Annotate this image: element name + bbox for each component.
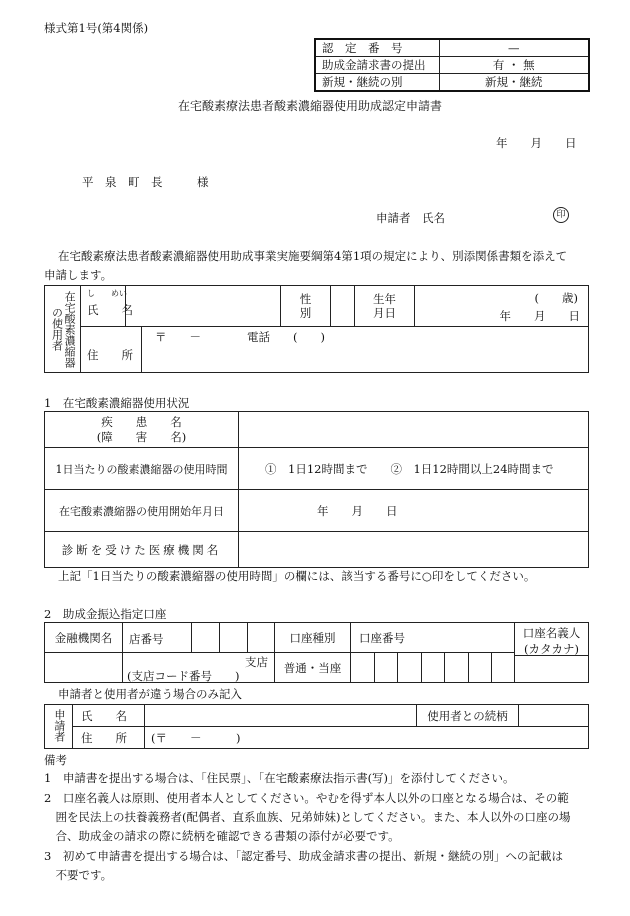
branch-suffix: 支店 (245, 655, 268, 669)
usage-hours-label: 1日当たりの酸素濃縮器の使用時間 (45, 448, 239, 490)
name-ruby: し めい (87, 289, 127, 298)
cert-number-label: 認 定 番 号 (315, 39, 439, 57)
applicant-address-value[interactable]: (〒 － ) (145, 727, 589, 749)
applicant-address-label: 住 所 (73, 727, 145, 749)
account-number-boxes[interactable] (351, 653, 515, 683)
sex-label-text: 性別 (299, 292, 312, 321)
applicant-name-label: 申請者 氏名 (376, 211, 445, 225)
disease-label (45, 412, 239, 448)
birth-label-text: 生年月日 (373, 292, 396, 321)
application-date[interactable]: 年 月 日 (496, 136, 577, 150)
claim-submission-value[interactable]: 有 ・ 無 (439, 57, 589, 74)
note-1: 1 申請書を提出する場合は、「住民票」、「在宅酸素療法指示書(写)」を添付してください。 (44, 771, 515, 785)
intro-text-line2: 申請します。 (44, 268, 113, 282)
address-value: 〒 － 電話 ( ) (155, 330, 325, 345)
account-holder-label: 口座名義人 (522, 626, 581, 640)
branch-name-cell[interactable] (123, 653, 275, 683)
notes-heading: 備考 (44, 753, 67, 767)
relation-label: 使用者との続柄 (417, 705, 519, 727)
intro-text-line1: 在宅酸素療法患者酸素濃縮器使用助成事業実施要綱第4第1項の規定により、別添関係書類を添えて (58, 249, 568, 263)
name-label: 氏 名 (87, 303, 133, 317)
note-2-line3: 合、助成金の請求の際に続柄を確認できる書類の添付が必要です。 (44, 829, 400, 843)
note-3-line1: 3 初めて申請書を提出する場合は、「認定番号、助成金請求書の提出、新規・継続の別」への記載は (44, 849, 564, 863)
document-title: 在宅酸素療法患者酸素濃縮器使用助成認定申請書 (178, 99, 443, 113)
birth-value-cell[interactable] (415, 286, 589, 327)
applicant-side-label: 申請者 (52, 708, 66, 742)
medical-institution-label: 診断を受けた医療機関名 (45, 532, 239, 568)
user-side-label: 在宅酸素濃縮器の使用者 (50, 290, 77, 368)
note-2-line1: 2 口座名義人は原則、使用者本人としてください。やむを得ず本人以外の口座となる場合は、その範 (44, 791, 569, 805)
applicant-name-value[interactable] (145, 705, 417, 727)
age-value: ( 歳) (534, 291, 578, 305)
bank-name-label: 金融機関名 (45, 623, 123, 653)
certification-box (314, 38, 590, 92)
sex-value[interactable] (331, 286, 355, 327)
user-info-table (44, 285, 589, 373)
account-holder-katakana: (カタカナ) (524, 642, 579, 656)
usage-hours-options[interactable]: ① 1日12時間まで ② 1日12時間以上24時間まで (239, 448, 589, 490)
form-number: 様式第1号(第4関係) (44, 21, 149, 35)
seal-mark: 印 (553, 207, 569, 223)
disease-label-line1: 疾 患 名 (101, 414, 182, 429)
sex-label (281, 286, 331, 327)
claim-submission-label: 助成金請求書の提出 (315, 57, 439, 74)
usage-status-table (44, 411, 589, 568)
account-type-value[interactable]: 普通・当座 (275, 653, 351, 683)
addressee: 平 泉 町 長 様 (82, 175, 209, 189)
start-date-label: 在宅酸素濃縮器の使用開始年月日 (45, 490, 239, 532)
relation-value[interactable] (519, 705, 589, 727)
birth-label (355, 286, 415, 327)
section2-heading: 2 助成金振込指定口座 (44, 607, 167, 621)
account-type-label: 口座種別 (275, 623, 351, 653)
cert-number-value: — (439, 39, 589, 57)
applicant-side-label-cell (45, 705, 73, 749)
disease-value[interactable] (239, 412, 589, 448)
branch-number-cell[interactable] (123, 623, 275, 653)
user-name-cell[interactable] (81, 286, 281, 327)
medical-institution-value[interactable] (239, 532, 589, 568)
address-label: 住 所 (87, 348, 133, 363)
branch-number-label: 店番号 (129, 632, 164, 646)
start-date-value[interactable]: 年 月 日 (239, 490, 589, 532)
user-side-label-cell (45, 286, 81, 373)
section3-heading: 申請者と使用者が違う場合のみ記入 (58, 687, 242, 701)
section1-heading: 1 在宅酸素濃縮器使用状況 (44, 396, 190, 410)
note-2-line2: 囲を民法上の扶養義務者(配偶者、直系血族、兄弟姉妹)としてください。また、本人以外の口座の場 (44, 810, 571, 824)
account-holder-cell[interactable] (515, 623, 589, 683)
new-renewal-label: 新規・継続の別 (315, 74, 439, 92)
usage-note: 上記「1日当たりの酸素濃縮器の使用時間」の欄には、該当する番号に○印をしてください。 (58, 569, 536, 583)
bank-name-value[interactable] (45, 653, 123, 683)
branch-code: (支店コード番号 ) (127, 669, 240, 683)
account-number-label: 口座番号 (351, 623, 515, 653)
user-address-cell[interactable] (81, 327, 589, 373)
disease-label-line2: (障 害 名) (96, 429, 187, 444)
bank-account-table (44, 622, 589, 683)
note-3-line2: 不要です。 (44, 868, 113, 882)
birth-date-value: 年 月 日 (499, 309, 580, 323)
new-renewal-value[interactable]: 新規・継続 (439, 74, 589, 92)
applicant-info-table (44, 704, 589, 749)
applicant-name-label2: 氏 名 (73, 705, 145, 727)
